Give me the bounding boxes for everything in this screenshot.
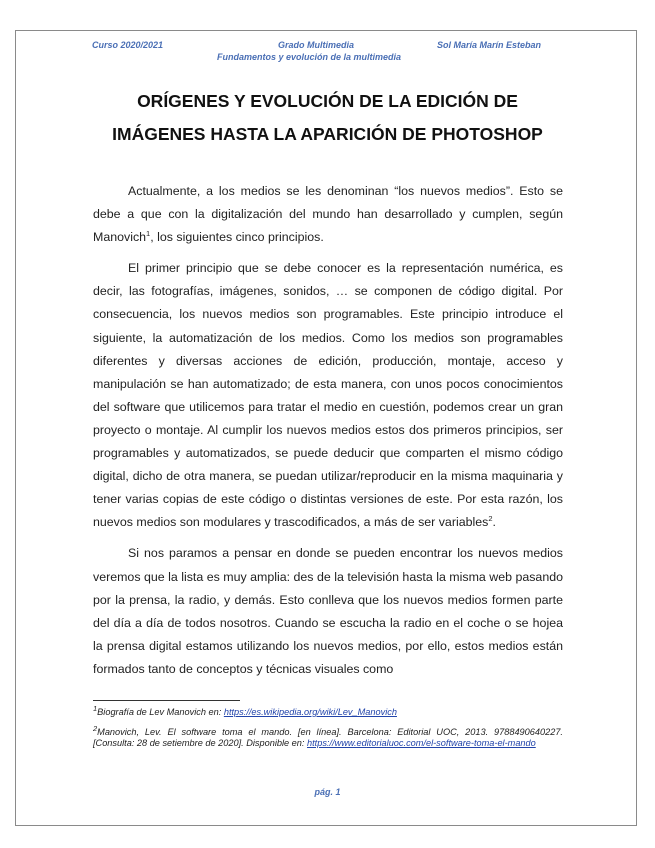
document-title-line-2: IMÁGENES HASTA LA APARICIÓN DE PHOTOSHOP: [112, 124, 543, 144]
paragraph-2-text: El primer principio que se debe conocer es la representación numérica, es decir, las fotografías, imágenes, sonidos, … se componen de código digital. Por consecuencia, los nuevos medios son programables. Este principio introduce el siguiente, la automatización de los medios. Como los medios son programables diferentes y diversas acciones de edición, producción, montaje, acceso y manipulación se han automatizado; de esta manera, con unos pocos conocimientos del software que utilicemos para tratar el medio en cuestión, podemos crear un gran proyecto o montaje. Al cumplir los nuevos medios estos dos primeros principios, ser programables y automatizados, se puede deducir que comparten el mismo código digital, dicho de otra manera, se puedan utilizar/reproducir en la misma maquinaria y tener varias copias de este código o distintas versiones de este. Por esta razón, los nuevos medios son modulares y trascodificados, a más de ser variables: [93, 261, 563, 530]
footnote-1: [93, 703, 563, 718]
paragraph-3: Si nos paramos a pensar en donde se pueden encontrar los nuevos medios veremos que la lista es muy amplia: des de la televisión hasta la misma web pasando por la prensa, la radio, y demás. Esto conlleva que los nuevos medios formen parte del día a día de todos nosotros. Cuando se escucha la radio en el coche o se hojea la prensa digital estamos utilizando los nuevos medios, por ello, estos medios están formados tanto de conceptos y técnicas visuales como: [93, 546, 563, 676]
paragraph-1-text-end: , los siguientes cinco principios.: [150, 230, 324, 245]
page-number: pág. 1: [314, 787, 341, 797]
header-degree: Grado Multimedia: [278, 40, 355, 50]
document-title-line-1: ORÍGENES Y EVOLUCIÓN DE LA EDICIÓN DE: [137, 91, 518, 111]
paragraph-1-text: Actualmente, a los medios se les denominan “los nuevos medios”. Esto se debe a que con la digitalización del mundo han desarrollado y cumplen, según Manovich: [93, 184, 563, 245]
footnote-ref-2[interactable]: 2: [488, 514, 493, 524]
footnote-1-text: Biografía de Lev Manovich en:: [97, 707, 224, 717]
paragraph-1: [93, 180, 563, 249]
footnote-2-link[interactable]: https://www.editorialuoc.com/el-software-toma-el-mando: [307, 738, 536, 748]
footnote-ref-1[interactable]: 1: [146, 229, 151, 239]
footnote-1-link[interactable]: https://es.wikipedia.org/wiki/Lev_Manovich: [223, 707, 397, 717]
footnote-1-number: 1: [93, 703, 98, 713]
header-subject: Fundamentos y evolución de la multimedia: [217, 52, 402, 62]
footnote-2-text: Manovich, Lev. El software toma el mando. [en línea]. Barcelona: Editorial UOC, 2013. 9788490640227. [Consulta: 28 de setiembre de 2020]. Disponible en:: [93, 727, 563, 748]
paragraph-2: [93, 257, 563, 534]
paragraph-2-text-end: .: [492, 515, 496, 530]
footnote-2-number: 2: [93, 723, 98, 733]
header-course: Curso 2020/2021: [92, 40, 164, 50]
footnote-separator: [93, 700, 240, 701]
footnote-2: [93, 723, 563, 749]
header-author: Sol María Marín Esteban: [437, 40, 542, 50]
body-text: [93, 180, 563, 689]
